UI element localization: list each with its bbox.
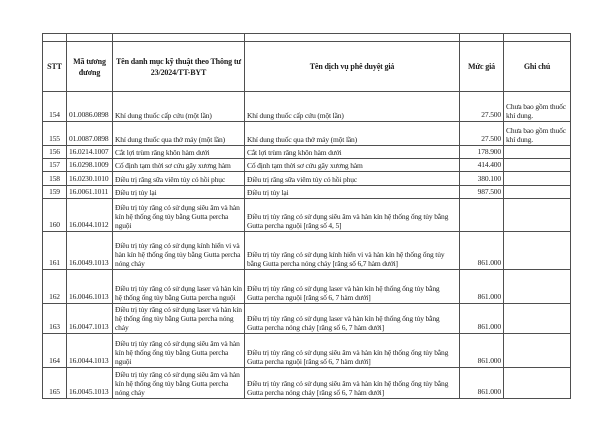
col-header-stt: STT [43,42,67,92]
cell-name: Điều trị tủy răng có sử dụng siêu âm và hàn kín hệ thống ống tủy bằng Gutta percha nguội [113,199,245,232]
cell-service: Điều trị tủy răng có sử dụng siêu âm và hàn kín hệ thống ống tủy bằng Gutta percha nguội [răng số 6, 7 hàm dưới] [245,334,460,368]
cell-name: Cố định tạm thời sơ cứu gãy xương hàm [113,159,245,172]
cell-name: Điều trị răng sữa viêm tủy có hồi phục [113,172,245,186]
cell-code: 16.0298.1009 [67,159,113,172]
table-row [43,368,571,399]
cell-stt: 158 [43,172,67,186]
cell-service: Điều trị tủy răng có sử dụng laser và hàn kín hệ thống ống tủy bằng Gutta percha nguội [răng số 6, 7 hàm dưới] [245,270,460,304]
cell-name: Khí dung thuốc qua thở máy (một lần) [113,122,245,146]
cell-price: 861.000 [460,334,504,368]
cell-service: Khí dung thuốc qua thở máy (một lần) [245,122,460,146]
cell-code: 01.0086.0898 [67,92,113,122]
cell-stt: 162 [43,270,67,304]
cell-code: 16.0214.1007 [67,146,113,159]
cell-note [504,270,571,304]
header-row [43,42,571,92]
cell-stt: 157 [43,159,67,172]
table-row [43,232,571,270]
spacer-cell [67,34,113,42]
spacer-cell [460,34,504,42]
cell-name: Điều trị tủy răng có sử dụng siêu âm và hàn kín hệ thống ống tủy bằng Gutta percha nóng chảy [113,368,245,399]
cell-price: 27.500 [460,92,504,122]
cell-note: Chưa bao gồm thuốc khí dung. [504,92,571,122]
cell-price: 414.400 [460,159,504,172]
cell-stt: 163 [43,304,67,334]
table-row [43,92,571,122]
cell-price: 27.500 [460,122,504,146]
cell-code: 16.0044.1013 [67,334,113,368]
cell-service: Điều trị tủy răng có sử dụng siêu âm và hàn kín hệ thống ống tủy bằng Gutta percha nóng chảy [răng số 6, 7 hàm dưới] [245,368,460,399]
cell-code: 01.0087.0898 [67,122,113,146]
cell-price: 861.000 [460,368,504,399]
cell-code: 16.0044.1012 [67,199,113,232]
table-row [43,122,571,146]
cell-note [504,368,571,399]
cell-code: 16.0046.1013 [67,270,113,304]
cell-note [504,186,571,199]
table-row [43,186,571,199]
cell-service: Cố định tạm thời sơ cứu gãy xương hàm [245,159,460,172]
cell-service: Điều trị tủy lại [245,186,460,199]
cell-note [504,334,571,368]
cell-price: 380.100 [460,172,504,186]
cell-code: 16.0061.1011 [67,186,113,199]
col-header-service: Tên dịch vụ phê duyệt giá [245,42,460,92]
cell-service: Khí dung thuốc cấp cứu (một lần) [245,92,460,122]
table-row [43,199,571,232]
cell-service: Điều trị tủy răng có sử dụng laser và hàn kín hệ thống ống tủy bằng Gutta percha nóng chảy [răng số 6, 7 hàm dưới] [245,304,460,334]
cell-price: 861.000 [460,304,504,334]
cell-stt: 165 [43,368,67,399]
cell-note [504,232,571,270]
table-row [43,334,571,368]
cell-service: Cắt lợi trùm răng khôn hàm dưới [245,146,460,159]
cell-price: 987.500 [460,186,504,199]
table-row [43,172,571,186]
spacer-cell [504,34,571,42]
cell-stt: 154 [43,92,67,122]
spacer-cell [245,34,460,42]
cell-price: 861.000 [460,232,504,270]
cell-price: 178.900 [460,146,504,159]
cell-stt: 160 [43,199,67,232]
cell-price: 861.000 [460,270,504,304]
cell-name: Điều trị tủy răng có sử dụng laser và hàn kín hệ thống ống tủy bằng Gutta percha nguội [113,270,245,304]
cell-stt: 155 [43,122,67,146]
cell-code: 16.0049.1013 [67,232,113,270]
cell-note: Chưa bao gồm thuốc khí dung. [504,122,571,146]
cell-name: Cắt lợi trùm răng khôn hàm dưới [113,146,245,159]
table-row [43,146,571,159]
price-table [42,33,571,399]
cell-price [460,199,504,232]
col-header-name: Tên danh mục kỹ thuật theo Thông tư 23/2024/TT-BYT [113,42,245,92]
cell-note [504,172,571,186]
cell-code: 16.0047.1013 [67,304,113,334]
cell-stt: 156 [43,146,67,159]
spacer-cell [43,34,67,42]
cell-note [504,146,571,159]
cell-name: Điều trị tủy răng có sử dụng siêu âm và hàn kín hệ thống ống tủy bằng Gutta percha nguội [113,334,245,368]
col-header-price: Mức giá [460,42,504,92]
cell-name: Điều trị tủy lại [113,186,245,199]
cell-name: Khí dung thuốc cấp cứu (một lần) [113,92,245,122]
table-row [43,270,571,304]
cell-code: 16.0230.1010 [67,172,113,186]
table-row [43,304,571,334]
cell-service: Điều trị tủy răng có sử dụng kính hiển vi và hàn kín hệ thống ống tủy bằng Gutta percha nóng chảy [răng số 6,7 hàm dưới] [245,232,460,270]
spacer-row [43,34,571,42]
cell-note [504,199,571,232]
table-row [43,159,571,172]
col-header-note: Ghi chú [504,42,571,92]
cell-stt: 161 [43,232,67,270]
cell-stt: 159 [43,186,67,199]
cell-name: Điều trị tủy răng có sử dụng laser và hàn kín hệ thống ống tủy bằng Gutta percha nóng chảy [113,304,245,334]
cell-service: Điều trị răng sữa viêm tủy có hồi phục [245,172,460,186]
col-header-code: Mã tương đương [67,42,113,92]
cell-code: 16.0045.1013 [67,368,113,399]
cell-service: Điều trị tủy răng có sử dụng siêu âm và hàn kín hệ thống ống tủy bằng Gutta percha nguội [răng số 4, 5] [245,199,460,232]
cell-note [504,159,571,172]
cell-name: Điều trị tủy răng có sử dụng kính hiển vi và hàn kín hệ thống ống tủy bằng Gutta percha nóng chảy [113,232,245,270]
cell-stt: 164 [43,334,67,368]
spacer-cell [113,34,245,42]
cell-note [504,304,571,334]
